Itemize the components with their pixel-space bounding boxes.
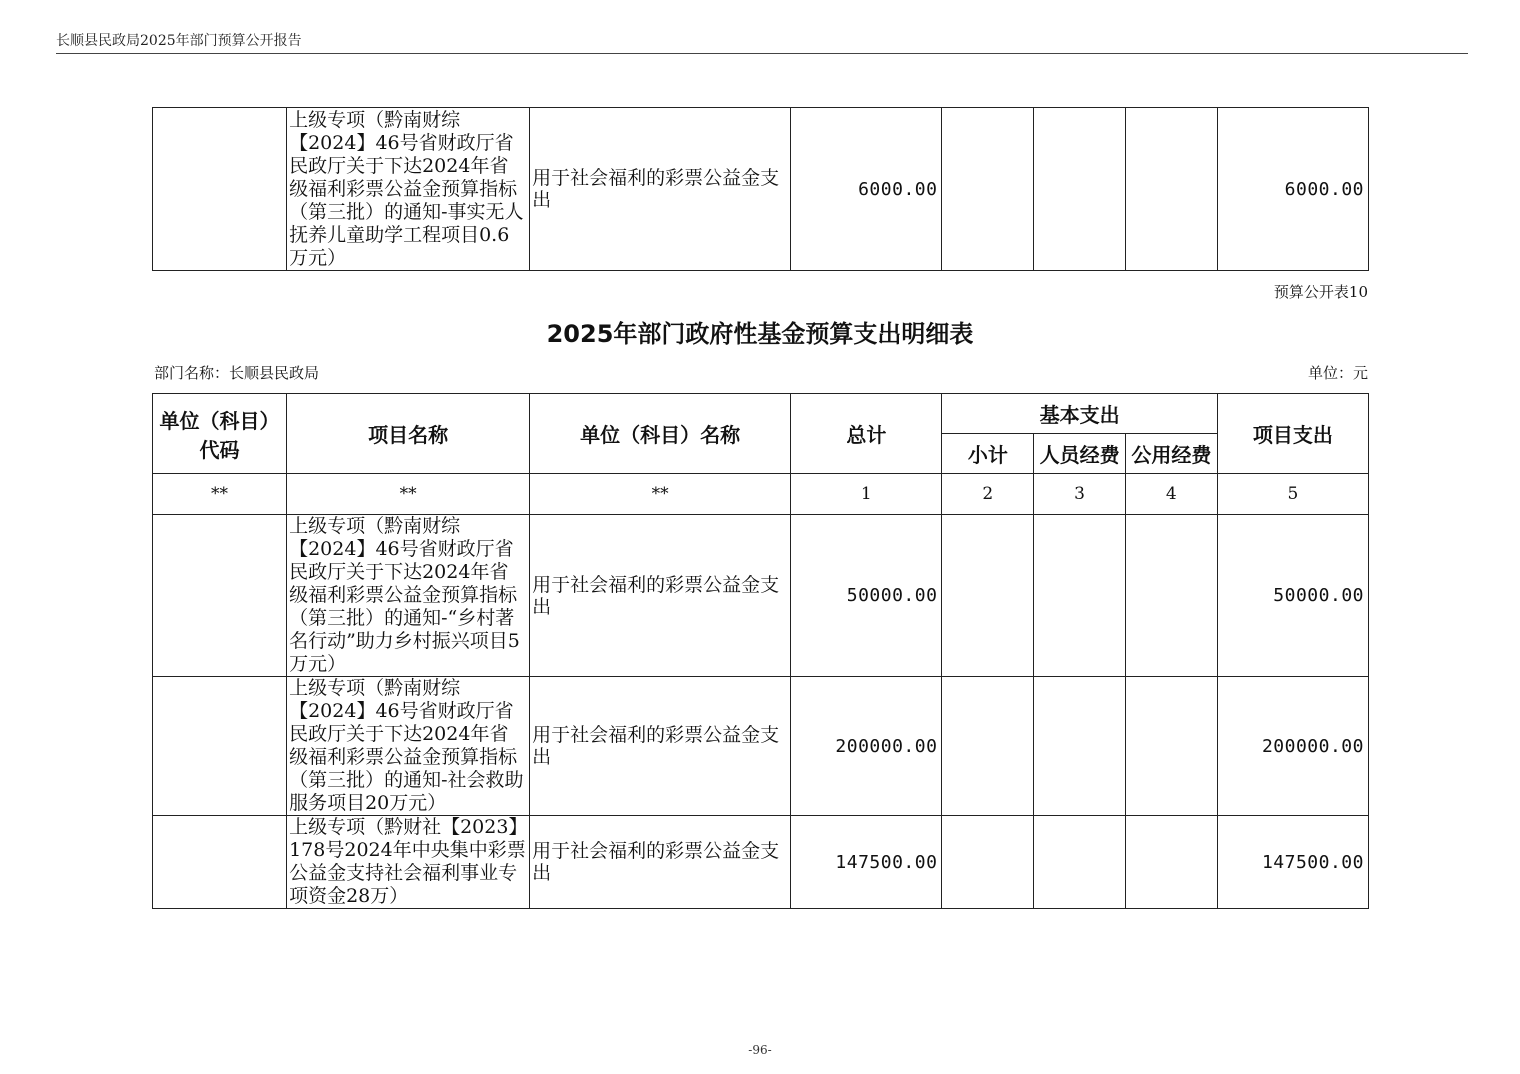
- index-cell: 5: [1217, 474, 1368, 515]
- unit-code-cell: [153, 816, 287, 909]
- project-exp-cell: 147500.00: [1217, 816, 1368, 909]
- project-exp-cell: 50000.00: [1217, 515, 1368, 677]
- index-cell: 1: [791, 474, 942, 515]
- index-cell: **: [287, 474, 530, 515]
- index-cell: 2: [942, 474, 1034, 515]
- subtotal-cell: [942, 108, 1034, 271]
- report-header: 长顺县民政局2025年部门预算公开报告: [56, 33, 302, 49]
- public-cell: [1125, 108, 1217, 271]
- table-row: [153, 816, 1369, 909]
- index-row: [153, 474, 1369, 515]
- index-cell: 4: [1125, 474, 1217, 515]
- total-cell: 6000.00: [791, 108, 942, 271]
- personnel-cell: [1034, 108, 1126, 271]
- unit-code-cell: [153, 108, 287, 271]
- budget-table: [152, 393, 1369, 909]
- unit-name-cell: 用于社会福利的彩票公益金支出: [530, 515, 791, 677]
- total-cell: 200000.00: [791, 677, 942, 816]
- header-divider: [56, 53, 1468, 54]
- subtotal-cell: [942, 515, 1034, 677]
- unit-code-cell: [153, 677, 287, 816]
- table-row: [153, 515, 1369, 677]
- project-name-cell: 上级专项（黔财社【2023】178号2024年中央集中彩票公益金支持社会福利事业专项资金28万）: [287, 816, 530, 909]
- unit-name-cell: 用于社会福利的彩票公益金支出: [530, 677, 791, 816]
- col-header-project-exp: 项目支出: [1217, 394, 1368, 474]
- project-name-cell: 上级专项（黔南财综【2024】46号省财政厅省民政厅关于下达2024年省级福利彩票公益金预算指标（第三批）的通知-“乡村著名行动”助力乡村振兴项目5万元）: [287, 515, 530, 677]
- public-cell: [1125, 677, 1217, 816]
- index-cell: **: [153, 474, 287, 515]
- col-header-project: 项目名称: [287, 394, 530, 474]
- col-header-basic: 基本支出: [942, 394, 1217, 434]
- unit-name-cell: 用于社会福利的彩票公益金支出: [530, 108, 791, 271]
- col-header-code: 单位（科目）代码: [153, 394, 287, 474]
- project-name-cell: 上级专项（黔南财综【2024】46号省财政厅省民政厅关于下达2024年省级福利彩票公益金预算指标（第三批）的通知-事实无人抚养儿童助学工程项目0.6万元）: [287, 108, 530, 271]
- index-cell: **: [530, 474, 791, 515]
- public-cell: [1125, 816, 1217, 909]
- unit-label: 单位：元: [1307, 364, 1368, 382]
- col-header-public: 公用经费: [1125, 434, 1217, 474]
- col-header-total: 总计: [791, 394, 942, 474]
- subtotal-cell: [942, 816, 1034, 909]
- unit-name-cell: 用于社会福利的彩票公益金支出: [530, 816, 791, 909]
- table-number: 预算公开表10: [1273, 283, 1368, 301]
- header-row: [153, 394, 1369, 434]
- col-header-subtotal: 小计: [942, 434, 1034, 474]
- personnel-cell: [1034, 816, 1126, 909]
- personnel-cell: [1034, 515, 1126, 677]
- subtotal-cell: [942, 677, 1034, 816]
- page-number: -96-: [748, 1043, 772, 1057]
- personnel-cell: [1034, 677, 1126, 816]
- table-row: [153, 108, 1369, 271]
- project-exp-cell: 200000.00: [1217, 677, 1368, 816]
- public-cell: [1125, 515, 1217, 677]
- department-label: 部门名称：长顺县民政局: [154, 364, 320, 382]
- continued-table: [152, 107, 1369, 271]
- index-cell: 3: [1034, 474, 1126, 515]
- project-exp-cell: 6000.00: [1217, 108, 1368, 271]
- total-cell: 50000.00: [791, 515, 942, 677]
- total-cell: 147500.00: [791, 816, 942, 909]
- project-name-cell: 上级专项（黔南财综【2024】46号省财政厅省民政厅关于下达2024年省级福利彩票公益金预算指标（第三批）的通知-社会救助服务项目20万元）: [287, 677, 530, 816]
- page-title: 2025年部门政府性基金预算支出明细表: [546, 320, 974, 348]
- unit-code-cell: [153, 515, 287, 677]
- col-header-personnel: 人员经费: [1034, 434, 1126, 474]
- table-row: [153, 677, 1369, 816]
- col-header-unit-name: 单位（科目）名称: [530, 394, 791, 474]
